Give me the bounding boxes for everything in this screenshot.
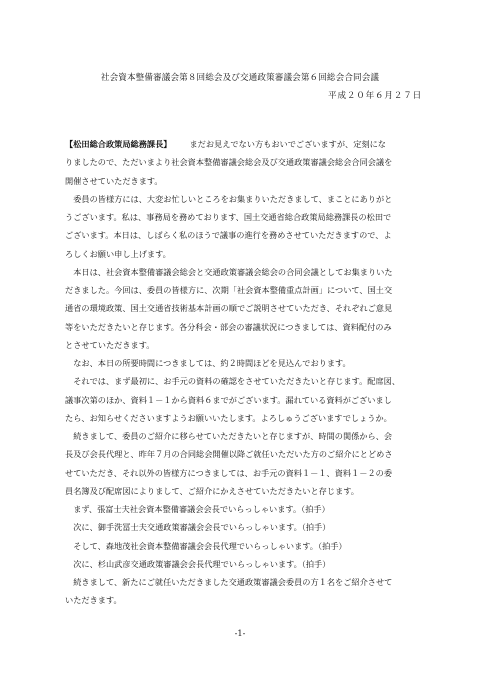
document-body <box>65 135 415 610</box>
body-line: 本日は、社会資本整備審議会総会と交通政策審議会総会の合同会議としてお集まりいた <box>65 266 393 277</box>
body-line: 通省の環境政策、国土交通省技術基本計画の順でご説明させていただき、それぞれご意見 <box>65 303 393 314</box>
body-line: 員名簿及び配席図によりまして、ご紹介にかえさせていただきたいと存じます。 <box>65 485 359 496</box>
body-line: そして、森地茂社会資本整備審議会会長代理でいらっしゃいます。（拍手） <box>65 540 347 551</box>
body-line: 開催させていただきます。 <box>65 175 163 186</box>
body-line: とさせていただきます。 <box>65 339 155 350</box>
body-line: 続きまして、委員のご紹介に移らせていただきたいと存じますが、時間の関係から、会 <box>65 431 393 441</box>
body-line: 議事次第のほか、資料１－１から資料６までがございます。漏れている資料がございまし <box>65 394 392 405</box>
body-line: 次に、御手洗冨士夫交通政策審議会会長でいらっしゃいます。（拍手） <box>65 522 331 533</box>
body-line: まず、張富士夫社会資本整備審議会会長でいらっしゃいます。（拍手） <box>65 504 330 514</box>
document-title: 社会資本整備審議会第８回総会及び交通政策審議会第６回総会合同会議 <box>100 73 380 83</box>
body-line: ございます。本日は、しばらく私のほうで議事の進行を務めさせていただきますので、よ <box>65 230 392 241</box>
body-line: 長及び会長代理と、昨年７月の合同総会開催以降ご就任いただいた方のご紹介にとどめさ <box>65 449 393 460</box>
body-line: 次に、杉山武彦交通政策審議会会長代理でいらっしゃいます。（拍手） <box>65 558 331 569</box>
body-line: だきました。今回は、委員の皆様方に、次期「社会資本整備重点計画」について、国土交 <box>65 285 393 295</box>
body-line: 等をいただきたいと存じます。各分科会・部会の審議状況につきましては、資料配付のみ <box>65 321 392 332</box>
body-line: ろしくお願い申し上げます。 <box>65 248 171 259</box>
body-line: それでは、まず最初に、お手元の資料の確認をさせていただきたいと存じます。配席図、 <box>65 376 401 387</box>
body-line-text: まだお見えでない方もおいでございますが、定刻にな <box>189 139 386 149</box>
page-number: -1- <box>234 628 246 638</box>
body-line: いただきます。 <box>65 595 122 606</box>
document-date: 平成２０年６月２７日 <box>328 91 422 101</box>
body-line: 続きまして、新たにご就任いただきました交通政策審議会委員の方１名をご紹介させて <box>65 577 393 587</box>
body-line: りましたので、ただいまより社会資本整備審議会総会及び交通政策審議会総会合同会議を <box>65 157 393 168</box>
body-line: うございます。私は、事務局を務めております、国土交通省総合政策局総務課長の松田で <box>65 212 392 222</box>
body-line: 委員の皆様方には、大変お忙しいところをお集まりいただきまして、まことにありがと <box>65 193 393 204</box>
body-line: たら、お知らせくださいますようお願いいたします。よろしゅうございますでしょうか。 <box>65 412 392 423</box>
body-line <box>65 135 415 153</box>
body-line: なお、本日の所要時間につきましては、約２時間ほどを見込んでおります。 <box>65 358 351 368</box>
body-line: せていただき、それ以外の皆様方につきましては、お手元の資料１－１、資料１－２の委 <box>65 467 393 478</box>
speaker-label: 【松田総合政策局総務課長】 <box>65 139 172 149</box>
